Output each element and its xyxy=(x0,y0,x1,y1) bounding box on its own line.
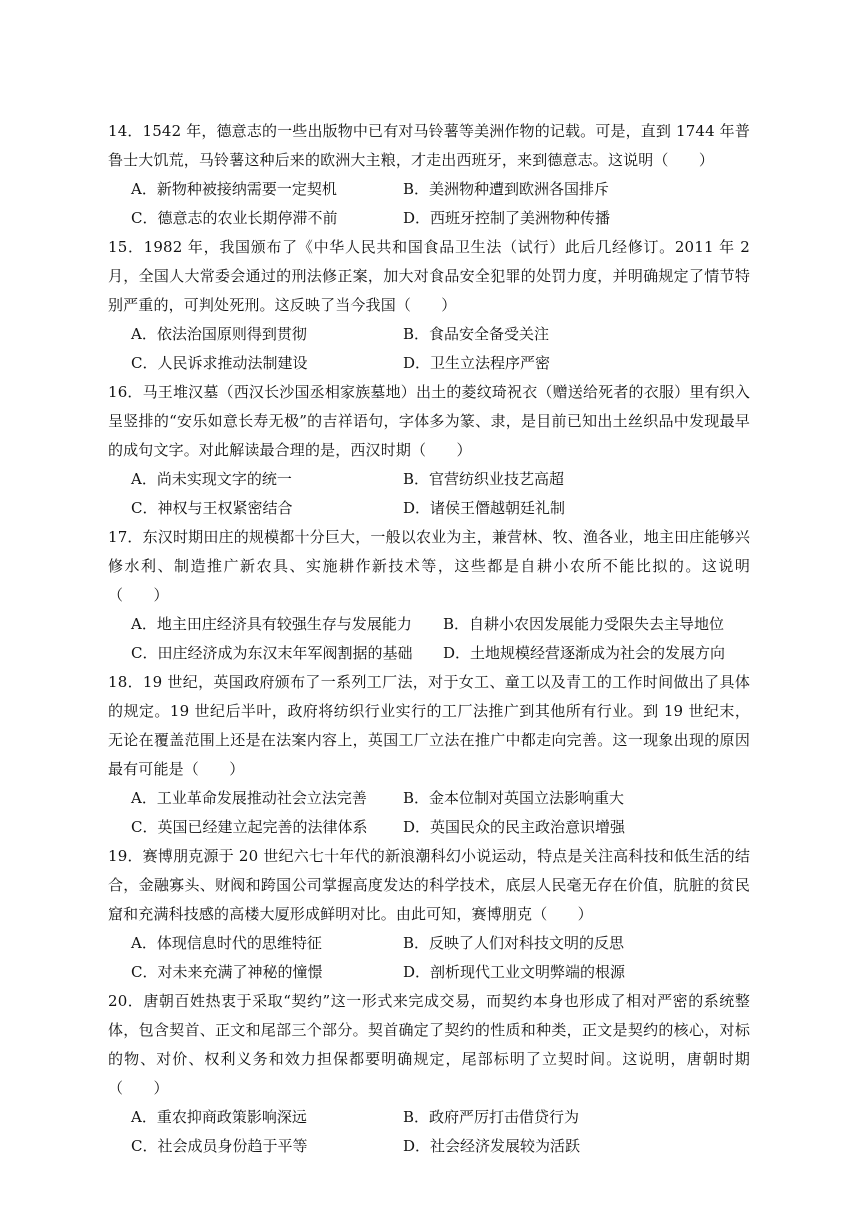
option-a: A．重农抑商政策影响深远 xyxy=(131,1108,307,1126)
option-row xyxy=(108,1132,750,1161)
option-d: D．诸侯王僭越朝廷礼制 xyxy=(403,499,566,517)
option-row xyxy=(108,958,750,987)
option-a: A．尚未实现文字的统一 xyxy=(131,470,292,488)
option-row xyxy=(108,929,750,958)
option-d: D．卫生立法程序严密 xyxy=(403,354,551,372)
option-list xyxy=(108,610,750,668)
option-b: B．自耕小农因发展能力受限失去主导地位 xyxy=(443,615,725,633)
option-row xyxy=(108,610,750,639)
option-d: D．英国民众的民主政治意识增强 xyxy=(403,818,626,836)
question-stem: 18．19 世纪，英国政府颁布了一系列工厂法，对于女工、童工以及青工的工作时间做出了具体的规定。19 世纪后半叶，政府将纺织行业实行的工厂法推广到其他所有行业。到 19 世纪末，无论在覆盖范围上还是在法案内容上，英国工厂立法在推广中都走向完善。这一现象出现的原因最有可能是（ ） xyxy=(108,673,750,778)
option-b: B．食品安全备受关注 xyxy=(403,325,550,343)
question-15 xyxy=(108,233,750,378)
option-c: C．人民诉求推动法制建设 xyxy=(131,354,308,372)
option-row xyxy=(108,349,750,378)
question-stem: 15．1982 年，我国颁布了《中华人民共和国食品卫生法（试行）此后几经修订。2011 年 2 月，全国人大常委会通过的刑法修正案，加大对食品安全犯罪的处罚力度，并明确规定了情节特别严重的，可判处死刑。这反映了当今我国（ ） xyxy=(108,238,750,314)
option-c: C．神权与王权紧密结合 xyxy=(131,499,293,517)
option-list xyxy=(108,465,750,523)
option-d: D．西班牙控制了美洲物种传播 xyxy=(403,209,611,227)
option-c: C．对未来充满了神秘的憧憬 xyxy=(131,963,323,981)
option-list xyxy=(108,1103,750,1161)
option-row xyxy=(108,813,750,842)
option-row xyxy=(108,784,750,813)
option-b: B．反映了人们对科技文明的反思 xyxy=(403,934,625,952)
option-row xyxy=(108,175,750,204)
option-row xyxy=(108,494,750,523)
option-row xyxy=(108,320,750,349)
option-d: D．剖析现代工业文明弊端的根源 xyxy=(403,963,626,981)
option-b: B．官营纺织业技艺高超 xyxy=(403,470,565,488)
question-stem: 20．唐朝百姓热衷于采取“契约”这一形式来完成交易，而契约本身也形成了相对严密的系统整体，包含契首、正文和尾部三个部分。契首确定了契约的性质和种类，正文是契约的核心，对标的物、对价、权利义务和效力担保都要明确规定，尾部标明了立契时间。这说明，唐朝时期（ ） xyxy=(108,992,750,1097)
option-c: C．英国已经建立起完善的法律体系 xyxy=(131,818,368,836)
question-stem: 19．赛博朋克源于 20 世纪六七十年代的新浪潮科幻小说运动，特点是关注高科技和低生活的结合，金融寡头、财阀和跨国公司掌握高度发达的科学技术，底层人民毫无存在价值，肮脏的贫民窟和充满科技感的高楼大厦形成鲜明对比。由此可知，赛博朋克（ ） xyxy=(108,847,750,923)
option-b: B．政府严厉打击借贷行为 xyxy=(403,1108,580,1126)
question-list xyxy=(108,117,750,1161)
option-a: A．体现信息时代的思维特征 xyxy=(131,934,322,952)
question-14 xyxy=(108,117,750,233)
option-row xyxy=(108,1103,750,1132)
option-list xyxy=(108,320,750,378)
option-a: A．依法治国原则得到贯彻 xyxy=(131,325,307,343)
option-a: A．工业革命发展推动社会立法完善 xyxy=(131,789,367,807)
question-20 xyxy=(108,987,750,1161)
option-list xyxy=(108,929,750,987)
question-stem: 17．东汉时期田庄的规模都十分巨大，一般以农业为主，兼营林、牧、渔各业，地主田庄能够兴修水利、制造推广新农具、实施耕作新技术等，这些都是自耕小农所不能比拟的。这说明（ ） xyxy=(108,528,750,604)
option-list xyxy=(108,784,750,842)
question-19 xyxy=(108,842,750,987)
question-16 xyxy=(108,378,750,523)
option-a: A．地主田庄经济具有较强生存与发展能力 xyxy=(131,615,412,633)
option-a: A．新物种被接纳需要一定契机 xyxy=(131,180,337,198)
option-d: D．土地规模经营逐渐成为社会的发展方向 xyxy=(443,644,726,662)
question-18 xyxy=(108,668,750,842)
option-d: D．社会经济发展较为活跃 xyxy=(403,1137,581,1155)
option-b: B．金本位制对英国立法影响重大 xyxy=(403,789,625,807)
option-c: C．社会成员身份趋于平等 xyxy=(131,1137,308,1155)
option-row xyxy=(108,639,750,668)
question-17 xyxy=(108,523,750,668)
option-c: C．田庄经济成为东汉末年军阀割据的基础 xyxy=(131,644,413,662)
option-list xyxy=(108,175,750,233)
question-stem: 16．马王堆汉墓（西汉长沙国丞相家族墓地）出土的菱纹琦祝衣（赠送给死者的衣服）里有织入呈竖排的“安乐如意长寿无极”的吉祥语句，字体多为篆、隶，是目前已知出土丝织品中发现最早的成句文字。对此解读最合理的是，西汉时期（ ） xyxy=(108,383,750,459)
question-stem: 14．1542 年，德意志的一些出版物中已有对马铃薯等美洲作物的记载。可是，直到 1744 年普鲁士大饥荒，马铃薯这种后来的欧洲大主粮，才走出西班牙，来到德意志。这说明（ ） xyxy=(108,122,750,169)
option-c: C．德意志的农业长期停滞不前 xyxy=(131,209,338,227)
option-b: B．美洲物种遭到欧洲各国排斥 xyxy=(403,180,610,198)
option-row xyxy=(108,204,750,233)
option-row xyxy=(108,465,750,494)
